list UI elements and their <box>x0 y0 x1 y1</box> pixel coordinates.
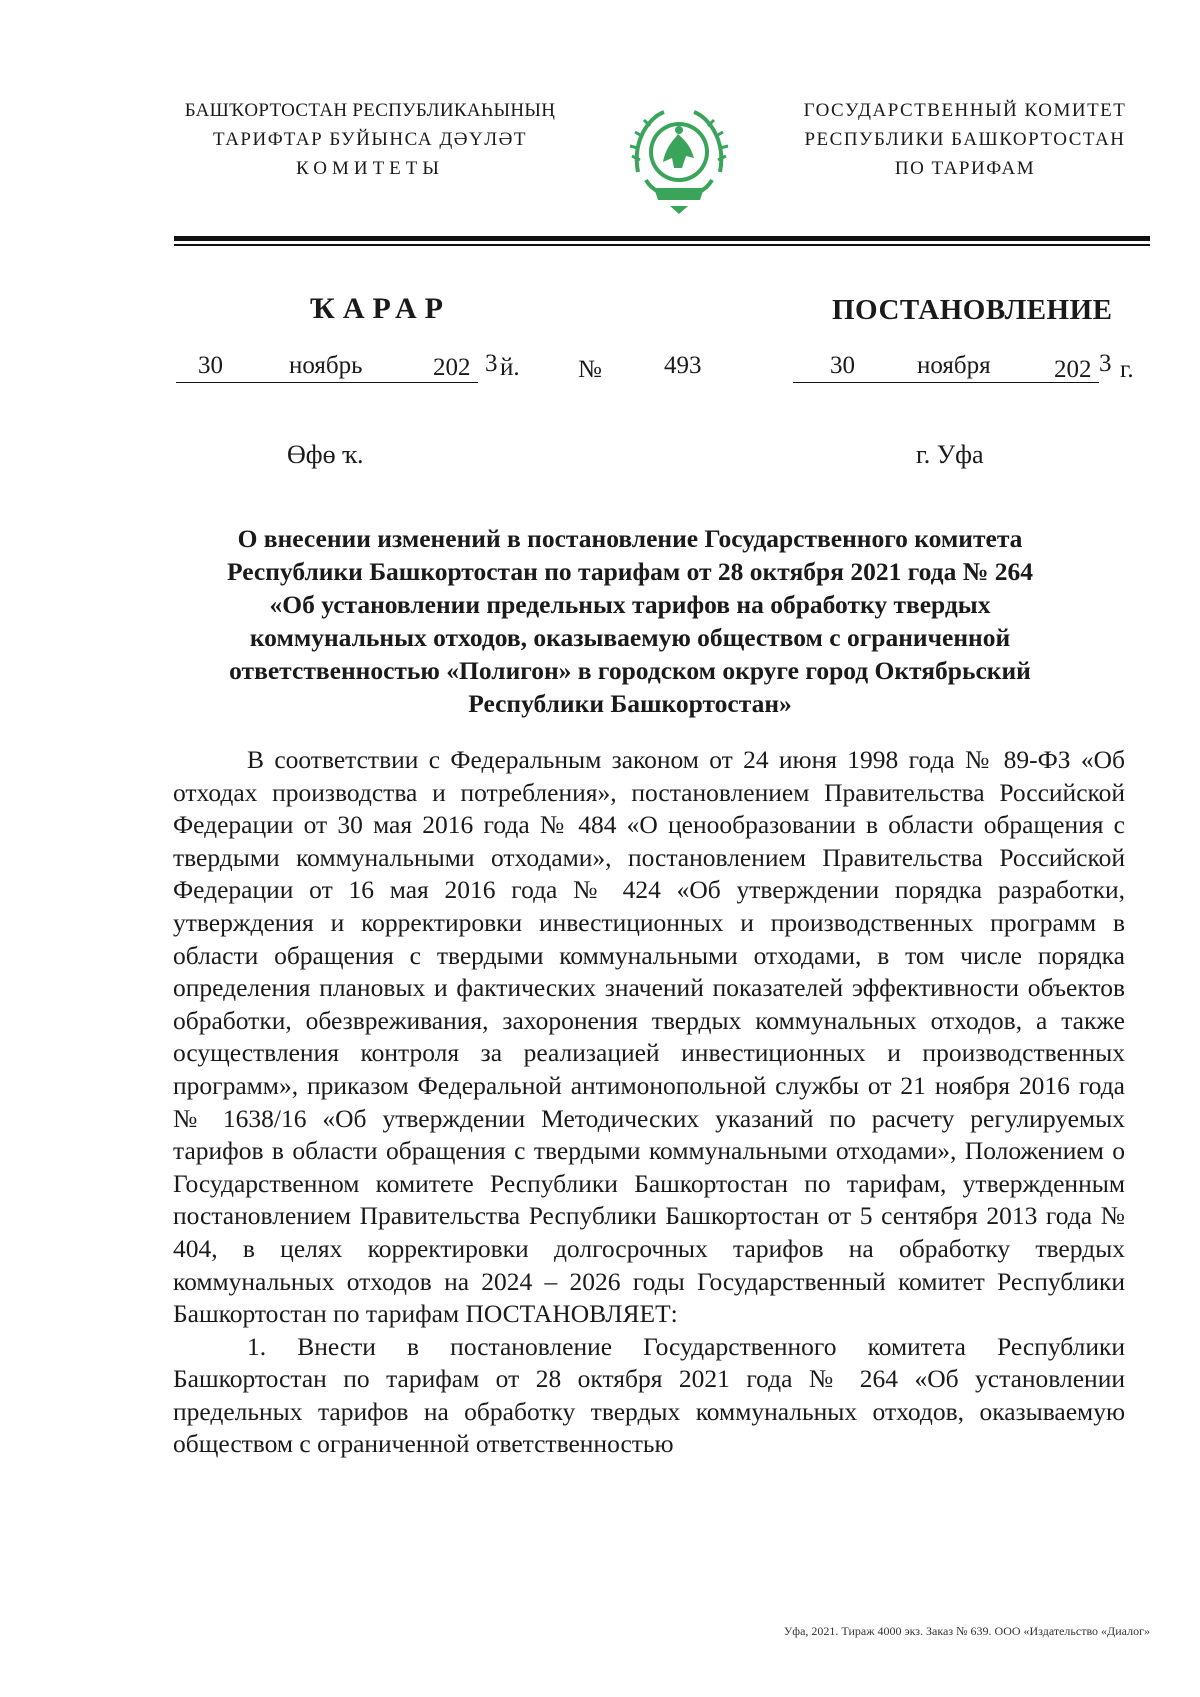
city-bashkir: Өфө ҡ. <box>287 440 364 469</box>
date-number-row <box>0 352 1200 386</box>
header-divider-thick <box>174 236 1150 241</box>
coat-of-arms-icon <box>618 102 740 224</box>
document-number: 493 <box>664 352 702 379</box>
city-russian: г. Уфа <box>916 440 984 469</box>
date-left-year-suffix: й. <box>500 354 520 381</box>
date-right-year-suffix: г. <box>1120 356 1134 383</box>
header-left-block <box>150 96 590 183</box>
header-left-line: БАШҠОРТОСТАН РЕСПУБЛИКАҺЫНЫҢ <box>184 100 556 121</box>
document-kind-russian: ПОСТАНОВЛЕНИЕ <box>832 294 1113 326</box>
body-paragraph-preamble: В соответствии с Федеральным законом от 24 июня 1998 года № 89-ФЗ «Об отходах производства и потребления», постановлением Правительства Российской Федерации от 30 мая 2016 года № 484 «О ценообразовании в области обращения с твердыми коммунальными отходами», постановлением Правительства Российской Федерации от 16 мая 2016 года № 424 «Об утверждении порядка разработки, утверждения и корректировки инвестиционных и производственных программ в области обращения с твердыми коммунальными отходами, в том числе порядка определения плановых и фактических значений показателей эффективности объектов обработки, обезвреживания, захоронения твердых коммунальных отходов, а также осуществления контроля за реализацией инвестиционных и производственных программ», приказом Федеральной антимонопольной службы от 21 ноября 2016 года № 1638/16 «Об утверждении Методических указаний по расчету регулируемых тарифов в области обращения с твердыми коммунальными отходами», Положением о Государственном комитете Республики Башкортостан по тарифам, утвержденным постановлением Правительства Республики Башкортостан от 5 сентября 2013 года № 404, в целях корректировки долгосрочных тарифов на обработку твердых коммунальных отходов на 2024 – 2026 годы Государственный комитет Республики Башкортостан по тарифам ПОСТАНОВЛЯЕТ: <box>173 745 1125 1329</box>
header-left-line: ТАРИФТАР БУЙЫНСА ДӘҮЛӘТ <box>213 129 527 150</box>
header-right-line: ГОСУДАРСТВЕННЫЙ КОМИТЕТ <box>803 100 1127 121</box>
date-left-year-digit: 3 <box>485 350 498 377</box>
header-right-line: РЕСПУБЛИКИ БАШКОРТОСТАН <box>804 129 1126 150</box>
title-line: «Об установлении предельных тарифов на обработку твердых <box>269 590 991 619</box>
title-line: О внесении изменений в постановление Государственного комитета <box>237 524 1023 553</box>
date-right-month: ноября <box>917 352 991 379</box>
header-right-line: ПО ТАРИФАМ <box>894 158 1036 179</box>
date-left-month: ноябрь <box>289 352 363 379</box>
title-line: ответственностью «Полигон» в городском округе город Октябрьский <box>229 656 1031 685</box>
date-left-day: 30 <box>198 352 223 379</box>
number-sign: № <box>578 356 602 383</box>
header-right-block <box>780 96 1150 183</box>
document-title <box>190 522 1070 720</box>
date-right-year-prefix: 202 <box>1054 356 1092 383</box>
title-line: Республики Башкортостан по тарифам от 28 октября 2021 года № 264 <box>227 557 1033 586</box>
title-line: коммунальных отходов, оказываемую обществом с ограниченной <box>249 623 1011 652</box>
date-right-day: 30 <box>830 352 855 379</box>
document-body <box>173 744 1125 1461</box>
header-divider-thin <box>174 244 1150 246</box>
print-imprint: Уфа, 2021. Тираж 4000 экз. Заказ № 639. ООО «Издательство «Диалог» <box>783 1624 1150 1638</box>
document-kind-bashkir: ҠАРАР <box>310 292 452 325</box>
title-line: Республики Башкортостан» <box>468 689 792 718</box>
body-paragraph-item-1: 1. Внести в постановление Государственного комитета Республики Башкортостан по тарифам от 28 октября 2021 года № 264 «Об установлении предельных тарифов на обработку твердых коммунальных отходов, оказываемую обществом с ограниченной ответственностью <box>173 1331 1125 1459</box>
date-left-year-prefix: 202 <box>433 354 471 381</box>
date-right-year-digit: 3 <box>1099 350 1112 377</box>
date-left-underline <box>176 382 478 383</box>
header-left-line: КОМИТЕТЫ <box>296 158 444 179</box>
